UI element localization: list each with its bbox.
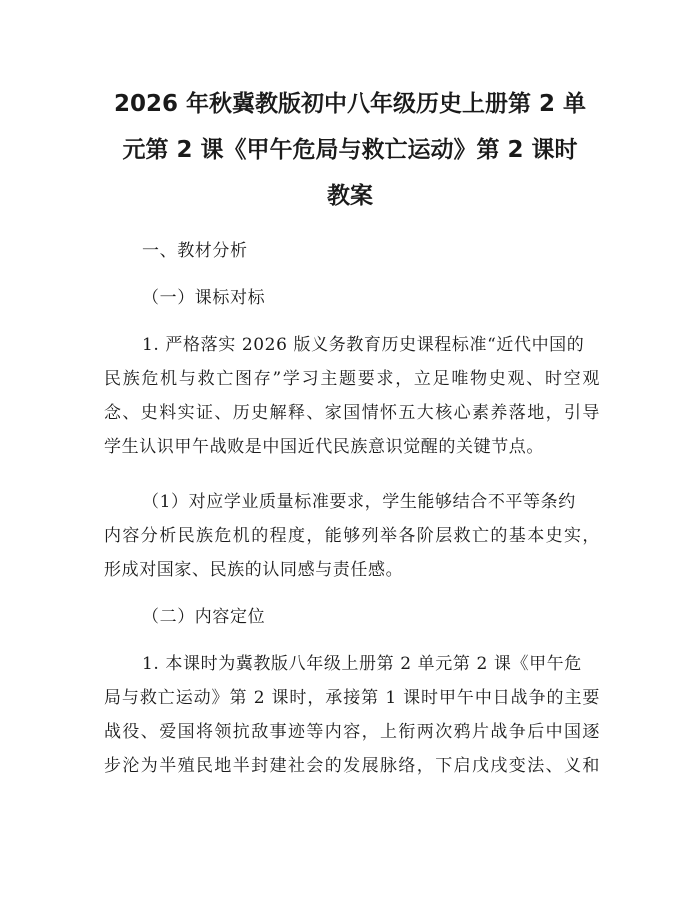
paragraph-3-line-2: 局与救亡运动》第 2 课时，承接第 1 课时甲午中日战争的主要 [104,688,600,708]
document-title-line-2: 元第 2 课《甲午危局与救亡运动》第 2 课时 [122,137,578,163]
paragraph-2-line-2: 内容分析民族危机的程度，能够列举各阶层救亡的基本史实， [104,526,600,546]
paragraph-1-line-4: 学生认识甲午战败是中国近代民族意识觉醒的关键节点。 [104,437,544,457]
paragraph-1-line-1: 1. 严格落实 2026 版义务教育历史课程标准“近代中国的 [142,335,585,355]
document-title-line-1: 2026 年秋冀教版初中八年级历史上册第 2 单 [113,91,587,117]
paragraph-3-line-4: 步沦为半殖民地半封建社会的发展脉络，下启戊戌变法、义和 [104,756,600,776]
subsection-heading-curriculum-alignment: （一）课标对标 [142,288,266,308]
paragraph-1-line-2: 民族危机与救亡图存”学习主题要求，立足唯物史观、时空观 [104,369,600,389]
subsection-heading-content-positioning: （二）内容定位 [142,607,266,627]
paragraph-2-line-3: 形成对国家、民族的认同感与责任感。 [104,560,404,580]
paragraph-3-line-3: 战役、爱国将领抗敌事迹等内容，上衔两次鸦片战争后中国逐 [104,722,600,742]
paragraph-1-line-3: 念、史料实证、历史解释、家国情怀五大核心素养落地，引导 [104,403,600,423]
paragraph-2-line-1: （1）对应学业质量标准要求，学生能够结合不平等条约 [142,492,576,512]
paragraph-3-line-1: 1. 本课时为冀教版八年级上册第 2 单元第 2 课《甲午危 [142,654,582,674]
document-title-line-3: 教案 [327,183,373,209]
section-heading-materials-analysis: 一、教材分析 [142,241,248,261]
